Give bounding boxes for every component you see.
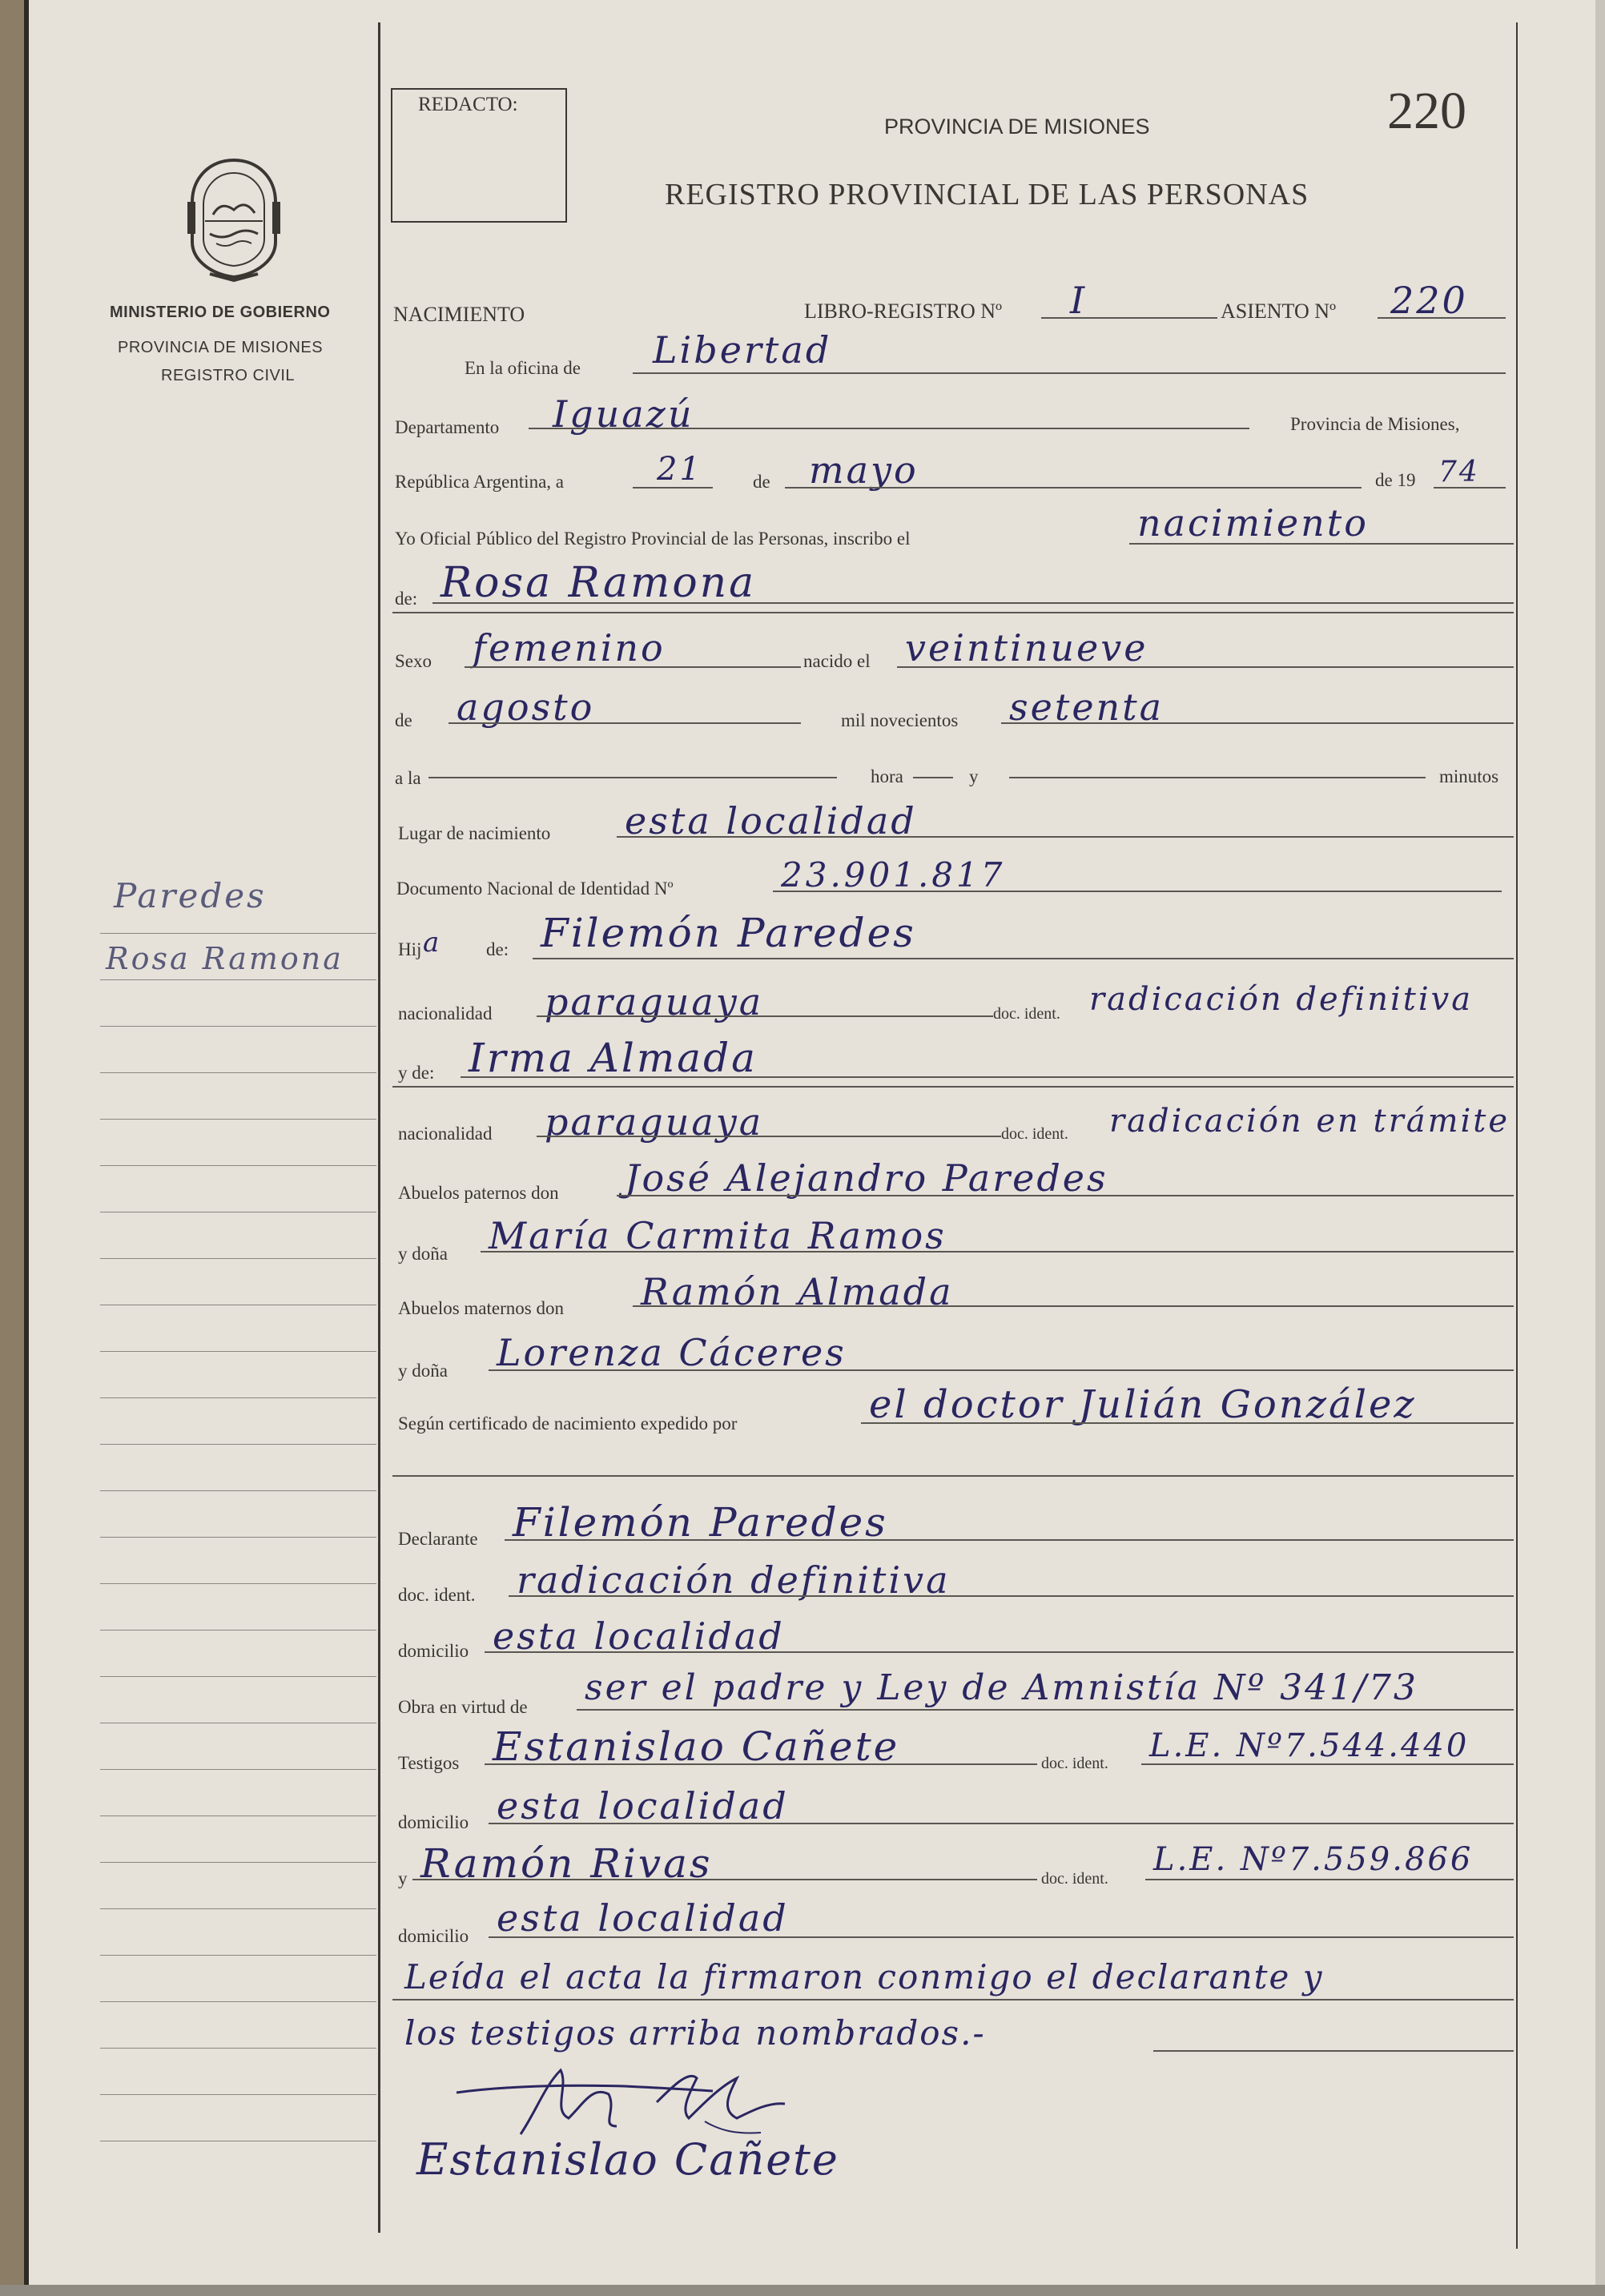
ministry-line-3: REGISTRO CIVIL <box>161 367 296 384</box>
dni-value: 23.901.817 <box>781 855 1006 895</box>
hour-line <box>428 777 837 778</box>
asiento-label: ASIENTO Nº <box>1221 300 1337 323</box>
declarant-value: Filemón Paredes <box>513 1499 888 1546</box>
hora-label: hora <box>871 766 903 786</box>
certificate-label: Según certificado de nacimiento expedido por <box>398 1413 738 1433</box>
born-year-value: setenta <box>1009 686 1165 729</box>
a-la-label: a la <box>395 768 421 788</box>
mother-nationality-label: nacionalidad <box>398 1124 493 1144</box>
sidebar-rule <box>100 1537 376 1538</box>
mother-and-of-label: y de: <box>398 1063 435 1083</box>
year-value: 74 <box>1438 456 1480 489</box>
ministry-line-2: PROVINCIA DE MISIONES <box>118 339 324 356</box>
declarant-line <box>505 1539 1514 1541</box>
closing-line-1-rule <box>392 1999 1514 2000</box>
province-suffix: Provincia de Misiones, <box>1290 414 1460 434</box>
mother-nationality-value: paraguaya <box>545 1100 764 1144</box>
child-label: Hij <box>398 939 422 959</box>
sidebar-rule <box>100 1630 376 1631</box>
sidebar-rule <box>100 1583 376 1584</box>
provincial-seal-icon <box>178 154 290 282</box>
province-title: PROVINCIA DE MISIONES <box>884 115 1150 139</box>
sidebar-rule <box>100 1955 376 1956</box>
declarant-domicile-line <box>485 1651 1514 1653</box>
mother-value: Irma Almada <box>469 1035 758 1081</box>
witnesses-label: Testigos <box>398 1753 460 1773</box>
libro-value: I <box>1070 279 1088 322</box>
name-of-label: de: <box>395 589 418 609</box>
declarant-doc-label: doc. ident. <box>398 1585 476 1605</box>
margin-note-names: Rosa Ramona <box>106 941 344 976</box>
sidebar-rule <box>100 1397 376 1398</box>
paternal-label: Abuelos paternos don <box>398 1183 559 1203</box>
closing-line-2-rule <box>1153 2050 1514 2052</box>
certificate-value: el doctor Julián González <box>869 1382 1417 1427</box>
obra-label: Obra en virtud de <box>398 1697 528 1717</box>
sidebar-rule <box>100 1444 376 1445</box>
date-de-label: de <box>753 472 770 492</box>
dni-line <box>773 891 1502 892</box>
sidebar-rule <box>100 1351 376 1352</box>
mother-line-2 <box>392 1086 1514 1088</box>
maternal-grandfather-value: Ramón Almada <box>641 1270 954 1313</box>
mother-doc-value: radicación en trámite <box>1109 1103 1510 1140</box>
witness1-domicile-value: esta localidad <box>497 1784 789 1828</box>
sex-value: femenino <box>473 626 666 669</box>
born-line <box>897 666 1514 668</box>
book-binding-shadow <box>24 0 29 2296</box>
republic-label: República Argentina, a <box>395 472 564 492</box>
maternal-grandfather-line <box>633 1305 1514 1307</box>
mother-doc-label: doc. ident. <box>1001 1125 1068 1143</box>
page-edge <box>1595 0 1605 2296</box>
closing-line-2: los testigos arriba nombrados.- <box>404 2013 986 2053</box>
inscribe-value: nacimiento <box>1137 501 1369 545</box>
witness2-line <box>412 1879 1037 1880</box>
child-de-label: de: <box>486 939 509 959</box>
book-binding <box>0 0 24 2296</box>
witness1-doc-label: doc. ident. <box>1041 1755 1108 1772</box>
redacto-label: REDACTO: <box>418 94 518 115</box>
declarant-doc-value: radicación definitiva <box>517 1558 951 1602</box>
paternal-grandfather-line <box>617 1195 1514 1196</box>
witness2-domicile-value: esta localidad <box>497 1896 789 1940</box>
page-edge-bottom <box>0 2285 1605 2296</box>
sidebar-rule <box>100 933 376 934</box>
y-time-label: y <box>969 766 979 786</box>
libro-label: LIBRO-REGISTRO Nº <box>804 300 1003 323</box>
name-line <box>432 602 1514 604</box>
sidebar-rule <box>100 1676 376 1677</box>
obra-value: ser el padre y Ley de Amnistía Nº 341/73 <box>585 1667 1418 1708</box>
born-month-value: agosto <box>457 686 595 729</box>
margin-rule <box>378 22 380 2233</box>
witness1-domicile-line <box>489 1823 1514 1824</box>
maternal-label: Abuelos maternos don <box>398 1298 564 1318</box>
father-value: Filemón Paredes <box>541 910 916 956</box>
declarant-domicile-label: domicilio <box>398 1641 469 1661</box>
sidebar-rule <box>100 1258 376 1259</box>
father-line <box>533 958 1514 959</box>
inscribe-label: Yo Oficial Público del Registro Provincial de las Personas, inscribo el <box>395 529 911 549</box>
libro-line <box>1041 317 1217 319</box>
sidebar-rule <box>100 979 376 980</box>
father-doc-value: radicación definitiva <box>1089 981 1474 1018</box>
child-suffix: a <box>423 927 442 959</box>
record-type-label: NACIMIENTO <box>393 303 525 326</box>
father-nationality-line <box>537 1015 993 1017</box>
sidebar-rule <box>100 2048 376 2049</box>
mother-line <box>461 1076 1514 1078</box>
witness1-value: Estanislao Cañete <box>493 1723 900 1770</box>
sidebar-rule <box>100 1769 376 1770</box>
witness2-y-label: y <box>398 1868 408 1888</box>
department-line <box>529 428 1249 429</box>
sidebar-rule <box>100 1908 376 1909</box>
sidebar-rule <box>100 1490 376 1491</box>
sidebar-rule <box>100 1165 376 1166</box>
born-value: veintinueve <box>905 626 1148 669</box>
father-nationality-value: paraguaya <box>545 980 764 1023</box>
sidebar-rule <box>100 1119 376 1120</box>
paternal-dona-label: y doña <box>398 1244 448 1264</box>
dni-label: Documento Nacional de Identidad Nº <box>396 879 674 899</box>
sidebar-rule <box>100 1862 376 1863</box>
declarant-label: Declarante <box>398 1529 478 1549</box>
official-signature <box>449 2054 817 2142</box>
born-label: nacido el <box>803 651 871 671</box>
day-value: 21 <box>657 451 702 488</box>
born-de-label: de <box>395 710 412 730</box>
asiento-line <box>1378 317 1506 319</box>
certificate-line-2 <box>392 1475 1514 1477</box>
hour-line-2 <box>913 777 953 778</box>
department-label: Departamento <box>395 417 500 437</box>
witness1-domicile-label: domicilio <box>398 1812 469 1832</box>
paternal-grandmother-line <box>481 1251 1514 1253</box>
birthplace-value: esta localidad <box>625 799 917 842</box>
sidebar-rule <box>100 2001 376 2002</box>
father-doc-label: doc. ident. <box>993 1005 1060 1023</box>
father-nationality-label: nacionalidad <box>398 1003 493 1023</box>
born-year-line <box>1001 722 1514 724</box>
witness2-value: Ramón Rivas <box>420 1840 713 1887</box>
witness2-doc-label: doc. ident. <box>1041 1870 1108 1888</box>
declarant-doc-line <box>509 1595 1514 1597</box>
department-value: Iguazú <box>553 392 694 436</box>
month-line <box>785 487 1362 489</box>
minutes-line <box>1009 777 1426 778</box>
sex-line <box>465 666 801 668</box>
sidebar-rule <box>100 1026 376 1027</box>
witness1-line <box>485 1763 1037 1765</box>
name-value: Rosa Ramona <box>440 559 757 607</box>
margin-note-surname: Paredes <box>114 876 267 915</box>
paternal-grandmother-value: María Carmita Ramos <box>489 1214 947 1257</box>
maternal-grandmother-value: Lorenza Cáceres <box>497 1331 847 1374</box>
signature-name: Estanislao Cañete <box>416 2134 839 2185</box>
office-label: En la oficina de <box>465 358 581 378</box>
birthplace-line <box>617 836 1514 838</box>
witness2-domicile-line <box>489 1936 1514 1938</box>
birthplace-label: Lugar de nacimiento <box>398 823 551 843</box>
inscribe-line <box>1129 543 1514 545</box>
office-line <box>633 372 1506 374</box>
witness2-domicile-label: domicilio <box>398 1926 469 1946</box>
certificate-line <box>861 1422 1514 1424</box>
page-number: 220 <box>1387 82 1466 140</box>
witness2-doc-line <box>1145 1879 1514 1880</box>
born-month-line <box>449 722 801 724</box>
registry-title: REGISTRO PROVINCIAL DE LAS PERSONAS <box>665 178 1309 211</box>
sidebar-rule <box>100 1072 376 1073</box>
witness1-doc-line <box>1141 1763 1514 1765</box>
mil-label: mil novecientos <box>841 710 959 730</box>
right-rule <box>1516 22 1518 2249</box>
sidebar-rule <box>100 1815 376 1816</box>
declarant-domicile-value: esta localidad <box>493 1614 785 1658</box>
asiento-value: 220 <box>1390 279 1468 322</box>
closing-line-1: Leída el acta la firmaron conmigo el declarante y <box>404 1957 1324 1996</box>
witness1-doc-value: L.E. Nº7.544.440 <box>1149 1727 1470 1764</box>
paternal-grandfather-value: José Alejandro Paredes <box>625 1156 1108 1200</box>
obra-line <box>577 1709 1514 1711</box>
year-label: de 19 <box>1375 470 1416 490</box>
year-line <box>1434 487 1506 489</box>
month-value: mayo <box>809 448 919 492</box>
maternal-grandmother-line <box>489 1369 1514 1371</box>
minutos-label: minutos <box>1439 766 1499 786</box>
sex-label: Sexo <box>395 651 432 671</box>
sidebar-rule <box>100 2094 376 2095</box>
day-line <box>633 487 713 489</box>
office-value: Libertad <box>653 328 832 372</box>
mother-nationality-line <box>537 1136 1001 1137</box>
ministry-line-1: MINISTERIO DE GOBIERNO <box>110 304 331 321</box>
witness2-doc-value: L.E. Nº7.559.866 <box>1153 1841 1474 1878</box>
name-line-2 <box>392 612 1514 613</box>
maternal-dona-label: y doña <box>398 1361 448 1381</box>
